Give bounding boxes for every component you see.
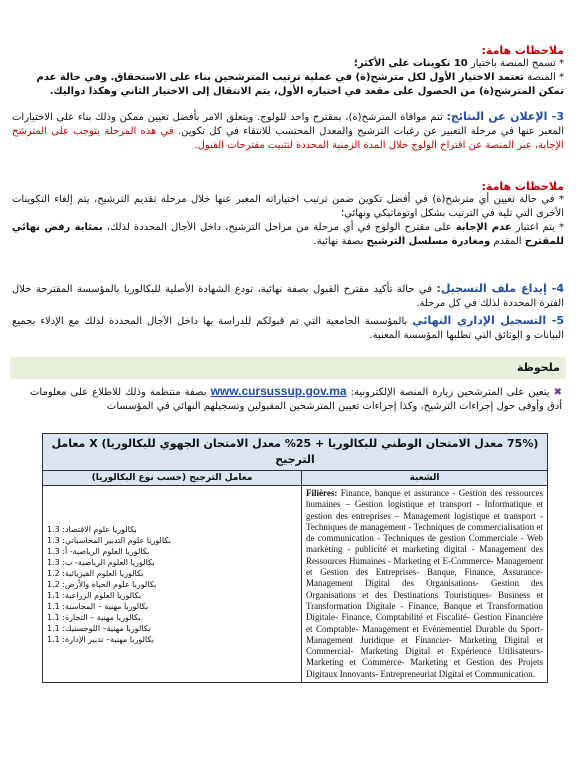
note-line: * في حالة تعيين أي مترشح(ة) في أفضل تكوين ضمن ترتيب اختياراته المعبر عنها خلال مرحلة تقديم الترشيح، يتم إلغاء التكوينات الأخرى التي تليه في الترتيب بشكل اوتوماتيكي ونهائي؛	[12, 194, 564, 219]
coef-item: بكالوريا مهنية – التجارة: 1.1	[47, 612, 141, 622]
filieres-list: Finance, banque et assurance - Gestion des ressources humaines – Gestion logistique et transport - Informatique et gestion des entreprises – Management logistique et transport - Techniques de management - Techniques de commercialisation et de communication - Techniques de gestion Commerciale - Web marketing - publicité et marketing digital - Management des Ressources Humaines - Marketing et E-Commerce- Management et Gestion des Entreprises- Banque, Finance, Assurance- Management Digital des Organisations- Gestion des Organisations et des Destinations Touristiques- Business et Transformation Digitale - Finance, Banque et Transformation Digitale- Finance, Comptabilité et Fiscalité- Gestion Financière et Comptable- Management et Evènementiel Durable du Sport- Management Juridique et Financier- Marketing Digital et Commercial- Marketing Digital et Expérience Utilisateurs- Marketing et Commerce- Marketing et Gestion des Projets Digitaux Innovants- Entrepreneuriat Digital et Communication.	[306, 488, 543, 679]
notes-title: ملاحظات هامة:	[481, 180, 564, 193]
step-3-results: 3- الإعلان عن النتائج: تتم موافاة المترشح(ة)، بمقترح واحد للولوج. ويتعلق الامر بأفضل تعيين ممكن وذلك بناء على الاختيارات المعبر عنها في مرحلة التعبير عن رغبات الترشيح والمعدل المحتسب للانتقاء في كل تكوين. في هذه المرحلة يتوجب على المترشح الإجابة، عبر المنصة عن اقتراح الولوج خلال المدة الزمنية المحددة لتثبيت مقترحات القبول.	[12, 110, 564, 151]
coef-item: بكالوريا العلوم الفيزيائية: 1.2	[47, 568, 144, 578]
filieres-cell	[302, 486, 548, 683]
step-heading: 4- إيداع ملف التسجيل:	[436, 282, 564, 295]
branch-column-header: الشعبة	[302, 471, 548, 486]
step-4-file-deposit: 4- إيداع ملف التسجيل: في حالة تأكيد مقترح القبول بصفة نهائية، تودع الشهادة الأصلية للبكالوريا بالمؤسسة المقترحة خلال الفترة المحددة لذلك في كل مرحلة.	[12, 282, 564, 309]
formula-header: (75% معدل الامتحان الوطني للبكالوريا + 25% معدل الامتحان الجهوي للبكالوريا) X معامل الترجيح	[43, 434, 548, 471]
remark-section-header	[10, 357, 566, 379]
weighting-table	[42, 433, 548, 683]
coef-item: بكالوريا العلوم الزراعية: 1.1	[47, 590, 142, 600]
coef-item: بكالوريا علوم الاقتصاد: 1.3	[47, 524, 137, 534]
coef-item: بكالوريا علوم الحياة والأرض: 1.2	[47, 579, 157, 589]
coef-item: بكالوريا العلوم الرياضية- ب: 1.3	[47, 557, 155, 567]
note-line: * تسمح المنصة باختيار 10 تكوينات على الأكثر؛	[353, 58, 564, 69]
bullet-icon: ✖	[549, 387, 563, 398]
step-heading: 3- الإعلان عن النتائج:	[446, 110, 564, 123]
step-heading: 5- التسجيل الإداري النهائي	[412, 314, 565, 327]
note-line: * يتم اعتبار عدم الإجابة على مقترح الولوج في أي مرحلة من مراحل الترشيح، داخل الآجال المحددة لذلك، بمثابة رفض نهائي للمقترح المقدم ومغادرة مسلسل الترشيح بصفة نهائية.	[12, 222, 564, 247]
coef-item: بكالوريا مهنية – المحاسبة: 1.1	[47, 601, 149, 611]
coef-column-header: معامل الترجيح (حسب نوع البكالوريا)	[43, 471, 302, 486]
filieres-label: Filières:	[306, 488, 338, 498]
coefficients-cell	[43, 486, 302, 683]
remark-body: ✖ يتعين على المترشحين زيارة المنصة الإلكترونية: www.cursussup.gov.ma بصفة منتظمة وذلك للاطلاع على معلومات أدق وأوفى حول إجراءات الترشيح، وكذا إجراءات تعيين المترشحين المقبولين وتسجيلهم النهائي في المؤسسات	[30, 384, 563, 412]
step-5-final-registration: 5- التسجيل الإداري النهائي بالمؤسسة الجامعية التي تم قبولكم للدراسة بها داخل الآجال المحددة لذلك مع الإدلاء بجميع البيانات و الوثائق التي تطلبها المؤسسة المعنية.	[12, 314, 565, 341]
notes-title: ملاحظات هامة:	[481, 44, 564, 57]
important-notes-1	[12, 44, 564, 99]
coef-item: بكالوريا مهنية– اللوجستيك: 1.1	[47, 623, 151, 633]
coef-item: بكالوريا علوم التدبير المحاسباتي: 1.3	[47, 535, 171, 545]
important-notes-2	[12, 180, 564, 249]
note-line: * المنصة تعتمد الاختيار الأول لكل مترشح(ة) في عملية ترتيب المترشحين بناء على الاستحقاق. وفي حالة عدم تمكن المترشح(ة) من الحصول على مقعد في اختياره الأول، يتم الانتقال إلى الاختيار الثاني وهكذا دواليك.	[36, 72, 564, 97]
remark-title: ملحوظة	[516, 361, 560, 374]
cursussup-link[interactable]: www.cursussup.gov.ma	[210, 384, 347, 398]
coef-item: بكالوريا العلوم الرياضية- أ: 1.3	[47, 546, 150, 556]
coef-item: بكالوريا مهنية– تدبير الإدارة: 1.1	[47, 634, 154, 644]
